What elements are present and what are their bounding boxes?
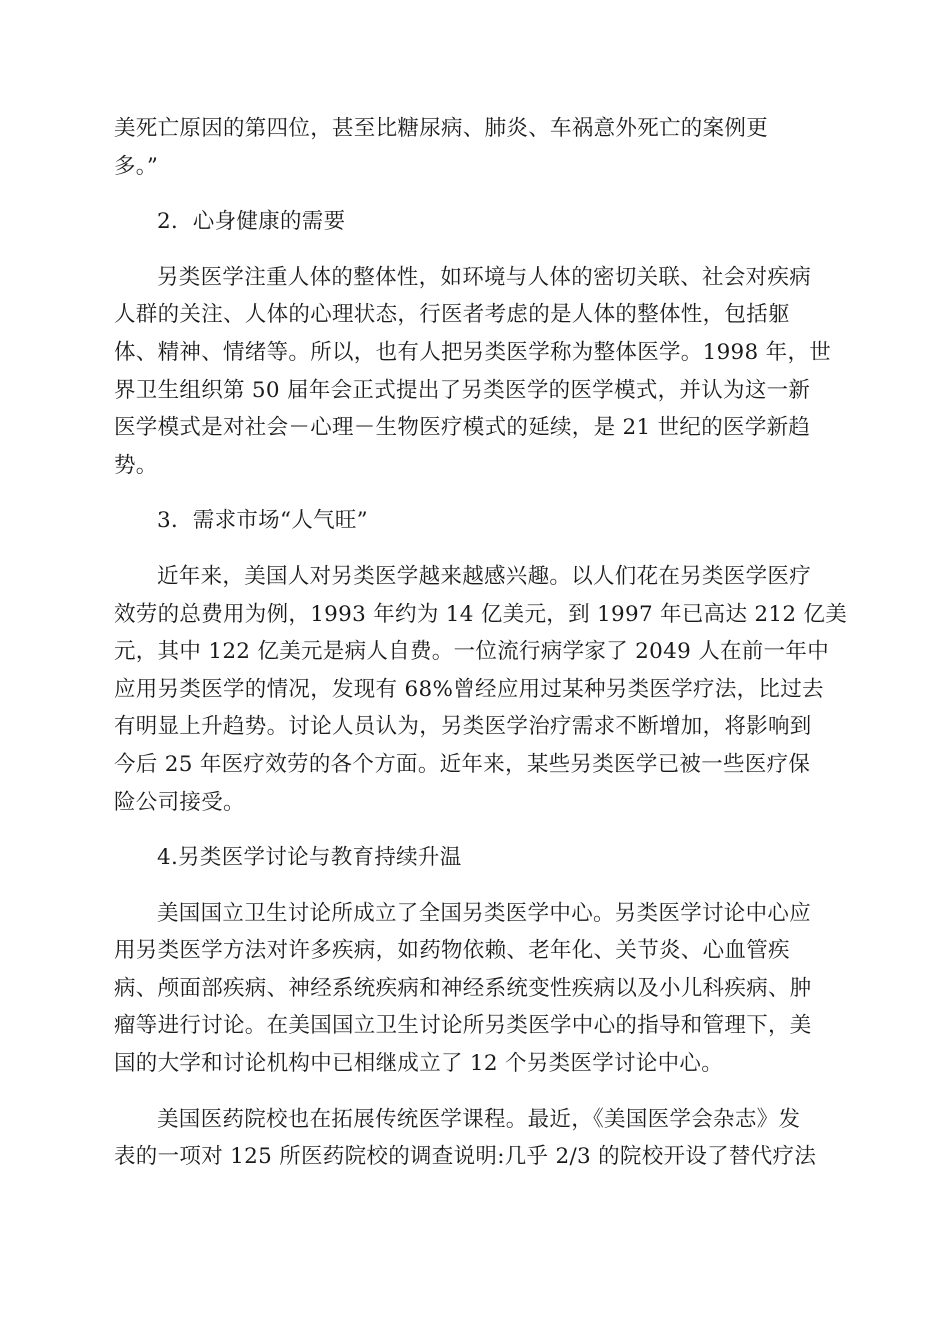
- paragraph-research-centers: [114, 895, 838, 1083]
- text-line: 元，其中 122 亿美元是病人自费。一位流行病学家了 2049 人在前一年中: [114, 639, 829, 665]
- section-heading-3: 3．需求市场“人气旺”: [157, 508, 368, 534]
- text-line: 有明显上升趋势。讨论人员认为，另类医学治疗需求不断增加，将影响到: [114, 714, 812, 740]
- text-line: 人群的关注、人体的心理状态，行医者考虑的是人体的整体性，包括躯: [114, 302, 790, 328]
- text-line: 效劳的总费用为例，1993 年约为 14 亿美元，到 1997 年已高达 212 亿美: [114, 601, 848, 627]
- text-line: 瘤等进行讨论。在美国国立卫生讨论所另类医学中心的指导和管理下，美: [114, 1013, 812, 1039]
- text-line: 另类医学注重人体的整体性，如环境与人体的密切关联、社会对疾病: [157, 264, 812, 290]
- text-line: 美国国立卫生讨论所成立了全国另类医学中心。另类医学讨论中心应: [157, 900, 812, 926]
- text-line: 险公司接受。: [114, 789, 245, 815]
- text-line: 多。”: [114, 153, 159, 179]
- text-line: 体、精神、情绪等。所以，也有人把另类医学称为整体医学。1998 年，世: [114, 339, 832, 365]
- text-line: 美死亡原因的第四位，甚至比糖尿病、肺炎、车祸意外死亡的案例更: [114, 116, 769, 141]
- text-line: 美国医药院校也在拓展传统医学课程。最近，《美国医学会杂志》发: [157, 1106, 801, 1132]
- continued-paragraph: [114, 110, 838, 185]
- paragraph-medical-schools: [114, 1101, 838, 1176]
- text-line: 势。: [114, 452, 158, 478]
- text-line: 应用另类医学的情况，发现有 68%曾经应用过某种另类医学疗法，比过去: [114, 676, 824, 702]
- text-line: 今后 25 年医疗效劳的各个方面。近年来，某些另类医学已被一些医疗保: [114, 751, 811, 777]
- text-line: 界卫生组织第 50 届年会正式提出了另类医学的医学模式，并认为这一新: [114, 377, 811, 403]
- document-body: [114, 110, 848, 1194]
- text-line: 表的一项对 125 所医药院校的调查说明:几乎 2/3 的院校开设了替代疗法: [114, 1144, 817, 1170]
- text-line: 病、颅面部疾病、神经系统疾病和神经系统变性疾病以及小儿科疾病、肿: [114, 975, 812, 1001]
- section-heading-2: 2．心身健康的需要: [157, 209, 346, 235]
- section-heading-4: 4.另类医学讨论与教育持续升温: [157, 845, 462, 871]
- text-line: 国的大学和讨论机构中已相继成立了 12 个另类医学讨论中心。: [114, 1051, 724, 1077]
- text-line: 医学模式是对社会－心理－生物医疗模式的延续，是 21 世纪的医学新趋: [114, 415, 811, 441]
- text-line: 用另类医学方法对许多疾病，如药物依赖、老年化、关节炎、心血管疾: [114, 938, 790, 964]
- text-line: 近年来，美国人对另类医学越来越感兴趣。以人们花在另类医学医疗: [157, 563, 812, 589]
- paragraph-market-demand: [114, 558, 848, 821]
- paragraph-holistic-medicine: [114, 259, 838, 485]
